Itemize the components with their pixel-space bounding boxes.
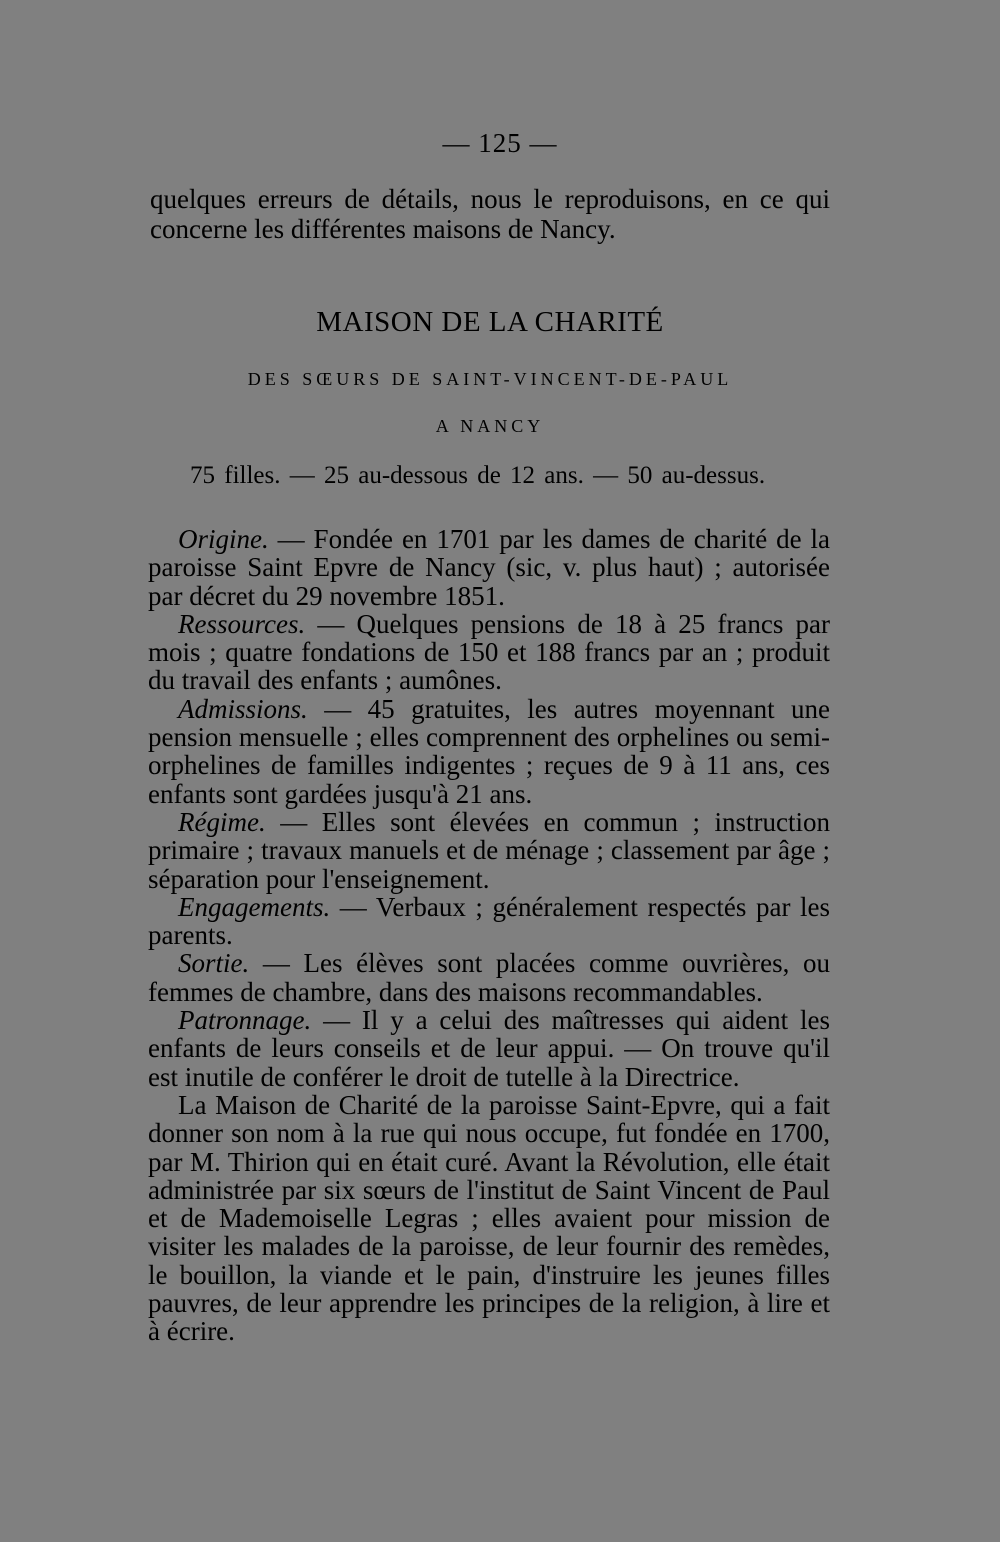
paragraph-admissions <box>148 695 830 808</box>
paragraph-label: Sortie. <box>178 948 250 979</box>
closing-paragraph: La Maison de Charité de la paroisse Saint-Epvre, qui a fait donner son nom à la rue qui nous occupe, fut fondée en 1700, par M. Thirion qui en était curé. Avant la Révolution, elle était administrée par six sœurs de l'institut de Saint Vincent de Paul et de Mademoiselle Legras ; elles avaient pour mission de visiter les malades de la paroisse, de leur fournir des remèdes, le bouillon, la viande et le pain, d'instruire les jeunes filles pauvres, de leur apprendre les principes de la religion, à lire et à écrire. <box>148 1089 830 1347</box>
enrollment-counts: 75 filles. — 25 au-dessous de 12 ans. — 50 au-dessus. <box>190 462 766 489</box>
paragraph-label: Régime. <box>178 806 266 837</box>
paragraph-sortie <box>148 949 830 1006</box>
paragraph-label: Ressources. <box>178 608 306 639</box>
paragraph-ressources <box>148 610 830 695</box>
paragraph-engagements <box>148 893 830 950</box>
section-title: MAISON DE LA CHARITÉ <box>316 306 664 338</box>
paragraph-label: Admissions. <box>178 693 308 724</box>
paragraph-origine <box>148 525 830 610</box>
paragraph-text: — Les élèves sont placées comme ouvrières, ou femmes de chambre, dans des maisons recommandables. <box>148 948 830 1007</box>
section-place: A NANCY <box>435 416 545 436</box>
paragraph-patronnage <box>148 1006 830 1091</box>
intro-paragraph: quelques erreurs de détails, nous le reproduisons, en ce qui concerne les différentes maisons de Nancy. <box>150 184 830 244</box>
section-subtitle: DES SŒURS DE SAINT-VINCENT-DE-PAUL <box>247 369 733 389</box>
paragraph-text: — Verbaux ; généralement respectés par les parents. <box>148 891 830 951</box>
paragraph-text: — Fondée en 1701 par les dames de charité de la paroisse Saint Epvre de Nancy (sic, v. plus haut) ; autorisée par décret du 29 novembre 1851. <box>148 524 830 611</box>
paragraph-text: — Elles sont élevées en commun ; instruction primaire ; travaux manuels et de ménage ; classement par âge ; séparation pour l'enseignement. <box>148 806 830 894</box>
paragraph-text: — Quelques pensions de 18 à 25 francs par mois ; quatre fondations de 150 et 188 francs par an ; produit du travail des enfants ; aumônes. <box>148 608 830 696</box>
paragraph-text: — Il y a celui des maîtresses qui aident les enfants de leurs conseils et de leur appui. — On trouve qu'il est inutile de conférer le droit de tutelle à la Directrice. <box>148 1005 830 1092</box>
page-number: — 125 — <box>442 128 558 158</box>
paragraph-label: Patronnage. <box>178 1005 312 1036</box>
paragraph-text: — 45 gratuites, les autres moyennant une pension mensuelle ; elles comprennent des orphelines ou semi-orphelines de familles indigentes ; reçues de 9 à 11 ans, ces enfants sont gardées jusqu'à 21 ans. <box>148 693 830 809</box>
body-text <box>148 525 830 1346</box>
paragraph-label: Origine. <box>178 524 269 554</box>
paragraph-regime <box>148 808 830 893</box>
paragraph-label: Engagements. <box>178 891 331 922</box>
